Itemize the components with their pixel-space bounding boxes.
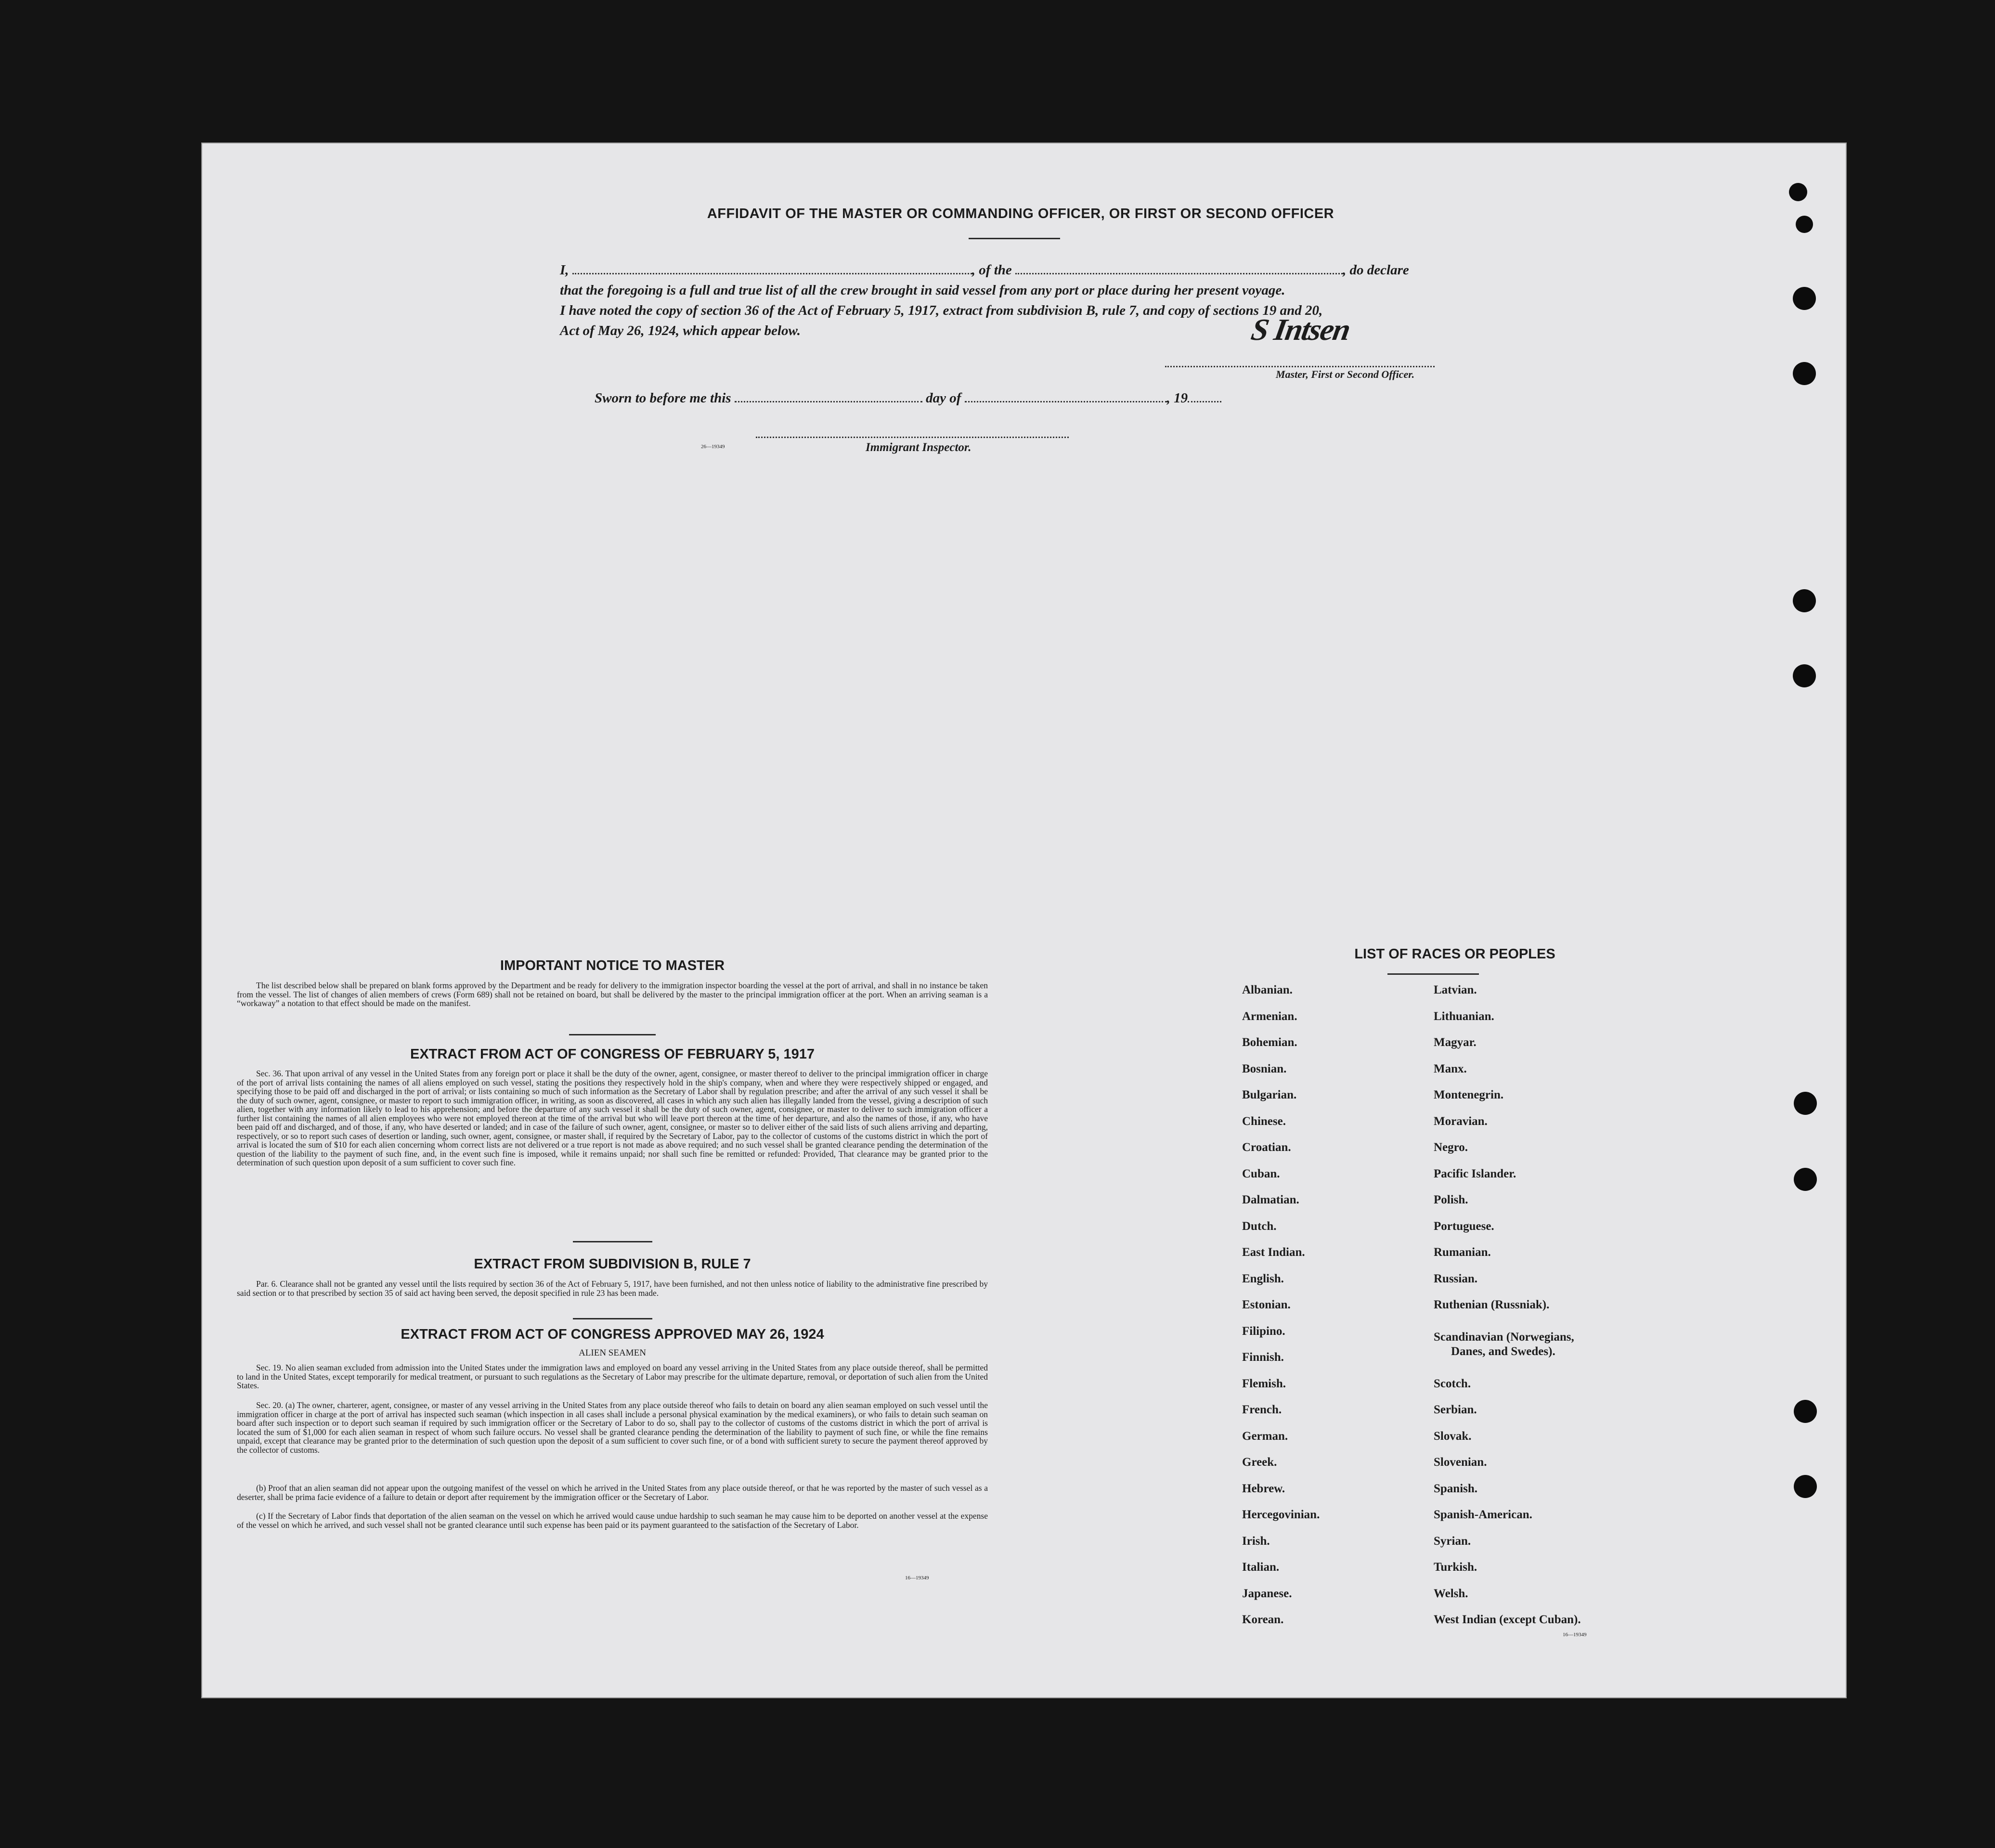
sworn-day-blank (735, 396, 922, 402)
race-item: Estonian. (1242, 1298, 1291, 1311)
notice-title: IMPORTANT NOTICE TO MASTER (500, 958, 725, 973)
binder-hole (1793, 589, 1816, 612)
race-item: Chinese. (1242, 1114, 1286, 1128)
race-item: Danes, and Swedes). (1451, 1344, 1555, 1358)
form-number-bottom-right: 16—19349 (1563, 1632, 1587, 1638)
binder-hole (1794, 1092, 1817, 1115)
race-item: Irish. (1242, 1534, 1270, 1548)
races-rule (1387, 973, 1479, 975)
rule7-rule (573, 1318, 652, 1319)
race-item: Negro. (1434, 1141, 1468, 1154)
race-item: German. (1242, 1429, 1288, 1443)
race-item: Finnish. (1242, 1351, 1284, 1364)
binder-hole (1793, 664, 1816, 687)
race-item: Hebrew. (1242, 1482, 1285, 1495)
race-item: Korean. (1242, 1613, 1284, 1626)
race-item: Armenian. (1242, 1009, 1297, 1023)
affidavit-line-3: I have noted the copy of section 36 of the Act of February 5, 1917, extract from subdivision B, rule 7, and copy of sections 19 and 20, (560, 303, 1323, 318)
affidavit-title: AFFIDAVIT OF THE MASTER OR COMMANDING OFFICER, OR FIRST OR SECOND OFFICER (707, 206, 1334, 221)
race-item: Greek. (1242, 1456, 1277, 1469)
sec-19-text: Sec. 19. No alien seaman excluded from admission into the United States under the immigration laws and employed on board any vessel arriving in the United States from any place outside thereof, shall be permitted to land in the United States, except temporarily for medical treatment, or pursuant to such regulations as the Secretary of Labor may prescribe for the ultimate departure, removal, or deportation of such alien from the United States. (237, 1363, 988, 1390)
race-item: Japanese. (1242, 1587, 1292, 1600)
race-item: Filipino. (1242, 1324, 1285, 1338)
race-item: Italian. (1242, 1561, 1280, 1574)
race-item: French. (1242, 1403, 1282, 1416)
race-item: Welsh. (1434, 1587, 1468, 1600)
affidavit-line-1 (560, 260, 1409, 281)
rule7-title: EXTRACT FROM SUBDIVISION B, RULE 7 (474, 1256, 751, 1272)
races-title: LIST OF RACES OR PEOPLES (1354, 946, 1555, 962)
of-the-label: , of the (972, 262, 1012, 278)
race-item: Manx. (1434, 1062, 1467, 1075)
affidavit-line-4: Act of May 26, 1924, which appear below. (560, 323, 801, 338)
title-rule (969, 238, 1060, 239)
signature: S Intsen (1248, 312, 1353, 347)
race-item: Moravian. (1434, 1114, 1488, 1128)
sec-20c-text: (c) If the Secretary of Labor finds that deportation of the alien seaman on the vessel on which he arrived would cause undue hardship to such seaman he may cause him to be deported on another vessel at the expense of the vessel on which he arrived, and such vessel shall not be granted clearance until such expense has been paid or its payment guaranteed to the satisfaction of the Secretary of Labor. (237, 1511, 988, 1530)
binder-hole (1794, 1400, 1817, 1423)
binder-hole (1789, 183, 1807, 201)
race-item: Rumanian. (1434, 1246, 1491, 1259)
race-item: Lithuanian. (1434, 1009, 1494, 1023)
i-label: I, (560, 262, 569, 278)
affidavit-line-2: that the foregoing is a full and true list of all the crew brought in said vessel from any port or place during her present voyage. (560, 283, 1285, 298)
sworn-month-blank (965, 396, 1167, 402)
day-of-label: day of (926, 390, 961, 406)
form-number-bottom-left: 16—19349 (905, 1575, 929, 1581)
race-item: Slovenian. (1434, 1456, 1487, 1469)
race-item: Portuguese. (1434, 1219, 1494, 1233)
race-item: Russian. (1434, 1272, 1478, 1285)
race-item: Spanish-American. (1434, 1508, 1532, 1521)
race-item: Bulgarian. (1242, 1088, 1297, 1101)
binder-hole (1794, 1475, 1817, 1498)
sec-20a-text: Sec. 20. (a) The owner, charterer, agent, consignee, or master of any vessel arriving in the United States from any place outside thereof who fails to detain on board any alien seaman employed on such vessel until the immigration officer in charge at the port of arrival has inspected such seaman (which inspection in all cases shall include a personal physical examination by the medical examiners), or who fails to detain such seaman on board after such inspection or to deport such seaman if required by such immigration officer or the Secretary of Labor to do so, shall pay to the collector of customs of the customs district in which the port of arrival is located the sum of $1,000 for each alien seaman in respect of whom such failure occurs. No vessel shall be granted clearance pending the determination of the liability to payment of such fine, or while the fine remains unpaid, except that clearance may be granted prior to the determination of such question upon the deposit of a sum sufficient to cover such fine, or of a bond with sufficient surety to secure the payment thereof approved by the collector of customs. (237, 1400, 988, 1455)
race-item: Bohemian. (1242, 1036, 1297, 1049)
name-blank (572, 268, 972, 274)
rule7-text: Par. 6. Clearance shall not be granted any vessel until the lists required by section 36 of the Act of February 5, 1917, have been furnished, and not then unless notice of liability to the administrative fine prescribed by said section or to that prescribed by section 35 of said act having been served, the deposit specified in rule 23 has been made. (237, 1279, 988, 1298)
race-item: Dutch. (1242, 1219, 1277, 1233)
binder-hole (1793, 362, 1816, 385)
race-item: Montenegrin. (1434, 1088, 1504, 1101)
inspector-caption: Immigrant Inspector. (866, 441, 972, 454)
race-item: Scandinavian (Norwegians, (1434, 1330, 1574, 1344)
form-number-top: 26—19349 (701, 444, 725, 450)
vessel-blank (1015, 268, 1343, 274)
race-item: Slovak. (1434, 1429, 1472, 1443)
race-item: Albanian. (1242, 983, 1293, 996)
race-item: Polish. (1434, 1193, 1468, 1206)
document-sheet (201, 142, 1847, 1698)
race-item: Latvian. (1434, 983, 1477, 996)
races-left-column (1242, 983, 1425, 1639)
race-item: West Indian (except Cuban). (1434, 1613, 1581, 1626)
race-item: East Indian. (1242, 1246, 1305, 1259)
binder-hole (1794, 1168, 1817, 1191)
race-item: Magyar. (1434, 1036, 1477, 1049)
extract-1917-title: EXTRACT FROM ACT OF CONGRESS OF FEBRUARY 5, 1917 (410, 1047, 815, 1062)
race-item: Ruthenian (Russniak). (1434, 1298, 1550, 1311)
race-item: Serbian. (1434, 1403, 1477, 1416)
race-item: Dalmatian. (1242, 1193, 1299, 1206)
race-item: Scotch. (1434, 1377, 1471, 1390)
extract-1917-text: Sec. 36. That upon arrival of any vessel in the United States from any foreign port or place it shall be the duty of the owner, agent, consignee, or master thereof to deliver to the principal immigration officer in charge of the port of arrival lists containing the names of all aliens employed on such vessel, stating the positions they respectively hold in the ship's company, when and where they were respectively shipped or engaged, and specifying those to be paid off and discharged in the port of arrival; or lists containing so much of such information as the Secretary of Labor shall by regulation prescribe; and after the arrival of any such vessel it shall be the duty of such owner, agent, consignee, or master to report to such immigration officer, in writing, as soon as discovered, all cases in which any such alien has illegally landed from the vessel, giving a description of such alien, together with any information likely to lead to his apprehension; and before the departure of any such vessel it shall be the duty of such owner, agent, consignee, or master to deliver to such immigration officer a further list containing the names of all alien employees who were not employed thereon at the time of the arrival but who will leave port thereon at the time of her departure, and also the names of those, if any, who have been paid off and discharged, and of those, if any, who have deserted or landed; and in case of the failure of such owner, agent, consignee, or master so to deliver either of the said lists of such aliens arriving and departing, respectively, or so to report such cases of desertion or landing, such owner, agent, consignee, or master shall, if required by the Secretary of Labor, pay to the collector of customs of the customs district in which the port of arrival is located the sum of $10 for each alien concerning whom correct lists are not delivered or a true report is not made as above required; and no such vessel shall be granted clearance pending the determination of the question of the liability to the payment of such fine, and, in the event such fine is imposed, while it remains unpaid; nor shall such fine be remitted or refunded: Provided, That clearance may be granted prior to the determination of such question upon deposit of a sum sufficient to cover such fine. (237, 1069, 988, 1167)
alien-seamen-subtitle: ALIEN SEAMEN (579, 1348, 646, 1358)
race-item: Bosnian. (1242, 1062, 1287, 1075)
race-item: Flemish. (1242, 1377, 1286, 1390)
year-label: , 19 (1166, 390, 1188, 406)
binder-hole (1793, 287, 1816, 310)
sworn-line (595, 388, 1221, 409)
extract-1924-title: EXTRACT FROM ACT OF CONGRESS APPROVED MAY 26, 1924 (401, 1327, 824, 1342)
notice-rule (569, 1034, 656, 1035)
race-item: Pacific Islander. (1434, 1167, 1516, 1180)
year-blank (1188, 396, 1221, 402)
signature-caption: Master, First or Second Officer. (1276, 368, 1415, 380)
binder-hole (1796, 216, 1813, 233)
race-item: Syrian. (1434, 1534, 1471, 1548)
races-right-column (1434, 983, 1636, 1632)
extract-1917-rule (573, 1241, 652, 1242)
race-item: Croatian. (1242, 1141, 1291, 1154)
race-item: English. (1242, 1272, 1284, 1285)
notice-text: The list described below shall be prepared on blank forms approved by the Department and be ready for delivery to the immigration inspector boarding the vessel at the port of arrival, and shall in no instance be taken from the vessel. The list of changes of alien members of crews (Form 689) shall not be retained on board, but shall be delivered by the master to the principal immigration officer at the port. When an arriving seaman is a “workaway” a notation to that effect should be made on the manifest. (237, 981, 988, 1008)
race-item: Turkish. (1434, 1561, 1477, 1574)
sworn-label: Sworn to before me this (595, 390, 731, 406)
race-item: Spanish. (1434, 1482, 1478, 1495)
declare-label: , do declare (1343, 262, 1409, 278)
race-item: Hercegovinian. (1242, 1508, 1320, 1521)
race-item: Cuban. (1242, 1167, 1280, 1180)
sec-20b-text: (b) Proof that an alien seaman did not appear upon the outgoing manifest of the vessel on which he arrived in the United States from any place outside thereof, or that he was reported by the master of such vessel as a deserter, shall be prima facie evidence of a failure to detain or deport after requirement by the immigration officer or the Secretary of Labor. (237, 1483, 988, 1502)
